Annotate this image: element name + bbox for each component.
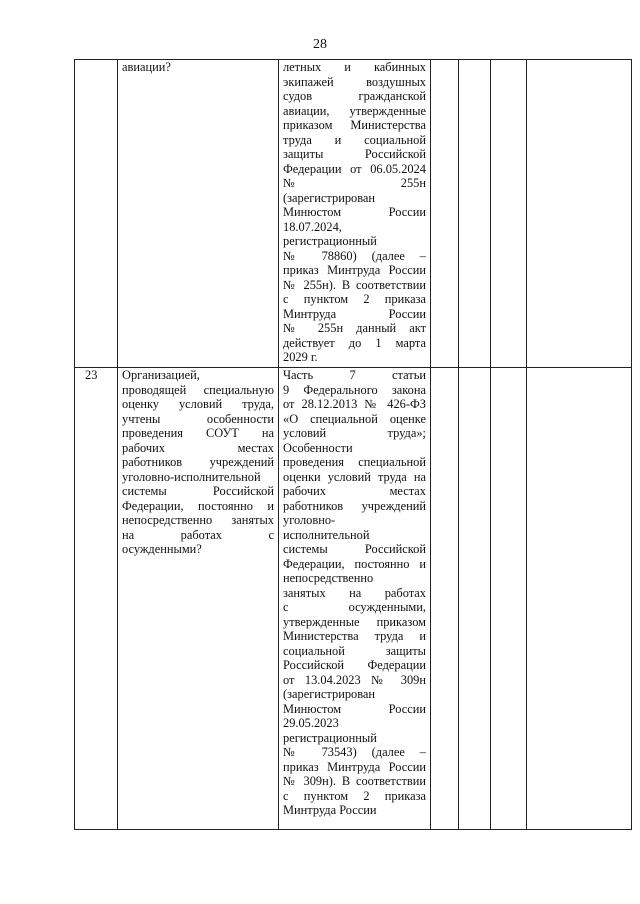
legal-basis-line: исполнительной	[283, 527, 370, 542]
legal-basis-line: Минтруда России	[283, 306, 426, 321]
legal-basis-line: № 73543) (далее –	[283, 745, 426, 759]
question-line: проведения СОУТ на	[122, 426, 274, 440]
legal-basis-line: № 309н). В соответствии	[283, 774, 426, 788]
row-number-cell: 23	[75, 368, 118, 830]
legal-basis-line: оценки условий труда на	[283, 469, 426, 484]
table-row	[75, 368, 632, 830]
legal-basis-line: 2029 г.	[283, 350, 318, 364]
legal-basis-line: от 28.12.2013 № 426-ФЗ	[283, 397, 426, 411]
legal-basis-line: летных и кабинных	[283, 60, 426, 74]
legal-basis-line: занятых на работах	[283, 585, 426, 600]
question-line: работников учреждений	[122, 455, 274, 469]
legal-basis-line: Министерства труда и	[283, 629, 426, 643]
legal-basis-line: 9 Федерального закона	[283, 382, 426, 397]
question-line: на работах с	[122, 527, 274, 542]
empty-answer-cell	[491, 368, 527, 830]
legal-basis-line: с пунктом 2 приказа	[283, 292, 426, 306]
legal-basis-line: (зарегистрирован	[283, 190, 376, 205]
legal-basis-line: 29.05.2023	[283, 716, 339, 730]
question-line: уголовно-исполнительной	[122, 469, 261, 484]
empty-answer-cell	[527, 368, 632, 830]
question-line: учтены особенности	[122, 411, 274, 426]
question-line: рабочих местах	[122, 440, 274, 455]
legal-basis-line: Особенности	[283, 440, 353, 455]
legal-basis-line: Часть 7 статьи	[283, 368, 426, 382]
checklist-table	[74, 59, 632, 830]
empty-answer-cell	[459, 60, 491, 368]
legal-basis-line: № 78860) (далее –	[283, 248, 426, 263]
legal-basis-cell	[279, 60, 431, 368]
empty-answer-cell	[431, 368, 459, 830]
legal-basis-line: авиации, утвержденные	[283, 103, 426, 118]
empty-answer-cell	[431, 60, 459, 368]
legal-basis-line: Российской Федерации	[283, 658, 426, 672]
legal-basis-line: регистрационный	[283, 234, 377, 248]
legal-basis-line: защиты Российской	[283, 147, 426, 161]
question-line: Организацией,	[122, 368, 200, 382]
legal-basis-line: приказ Минтруда России	[283, 759, 426, 774]
legal-basis-line: рабочих местах	[283, 484, 426, 498]
legal-basis-line: № 255н). В соответствии	[283, 277, 426, 292]
legal-basis-line: № 255н	[283, 176, 426, 190]
question-cell	[118, 368, 279, 830]
legal-basis-line: регистрационный	[283, 730, 377, 745]
legal-basis-line: Минтруда России	[283, 803, 377, 817]
row-number-cell	[75, 60, 118, 368]
question-line: Федерации, постоянно и	[122, 498, 274, 513]
legal-basis-line: социальной защиты	[283, 643, 426, 658]
legal-basis-line: Федерации, постоянно и	[283, 556, 426, 571]
legal-basis-line: судов гражданской	[283, 89, 426, 103]
question-line: авиации?	[122, 60, 171, 74]
legal-basis-line: экипажей воздушных	[283, 74, 426, 89]
legal-basis-line: проведения специальной	[283, 455, 426, 469]
page-number: 28	[313, 37, 327, 52]
legal-basis-line: условий труда»;	[283, 426, 426, 440]
legal-basis-line: непосредственно	[283, 571, 374, 585]
question-line: проводящей специальную	[122, 382, 274, 397]
question-line: системы Российской	[122, 484, 274, 498]
empty-answer-cell	[491, 60, 527, 368]
legal-basis-line: от 13.04.2023 № 309н	[283, 672, 426, 687]
question-line: оценку условий труда,	[122, 397, 274, 411]
question-cell	[118, 60, 279, 368]
legal-basis-line: Минюстом России	[283, 205, 426, 219]
empty-answer-cell	[527, 60, 632, 368]
legal-basis-line: утвержденные приказом	[283, 614, 426, 629]
legal-basis-line: действует до 1 марта	[283, 335, 426, 350]
legal-basis-line: уголовно-	[283, 513, 336, 527]
empty-answer-cell	[459, 368, 491, 830]
legal-basis-line: с осужденными,	[283, 600, 426, 614]
table-row	[75, 60, 632, 368]
legal-basis-line: Федерации от 06.05.2024	[283, 161, 426, 176]
legal-basis-line: работников учреждений	[283, 498, 426, 513]
legal-basis-line: приказ Минтруда России	[283, 263, 426, 277]
legal-basis-line: приказом Министерства	[283, 118, 426, 132]
question-line: осужденными?	[122, 542, 202, 556]
legal-basis-line: № 255н данный акт	[283, 321, 426, 335]
legal-basis-line: труда и социальной	[283, 132, 426, 147]
legal-basis-line: системы Российской	[283, 542, 426, 556]
legal-basis-line: Минюстом России	[283, 701, 426, 716]
legal-basis-line: (зарегистрирован	[283, 687, 376, 701]
legal-basis-cell	[279, 368, 431, 830]
question-line: непосредственно занятых	[122, 513, 274, 527]
legal-basis-line: 18.07.2024,	[283, 219, 342, 234]
legal-basis-line: «О специальной оценке	[283, 411, 426, 426]
legal-basis-line: с пунктом 2 приказа	[283, 788, 426, 803]
